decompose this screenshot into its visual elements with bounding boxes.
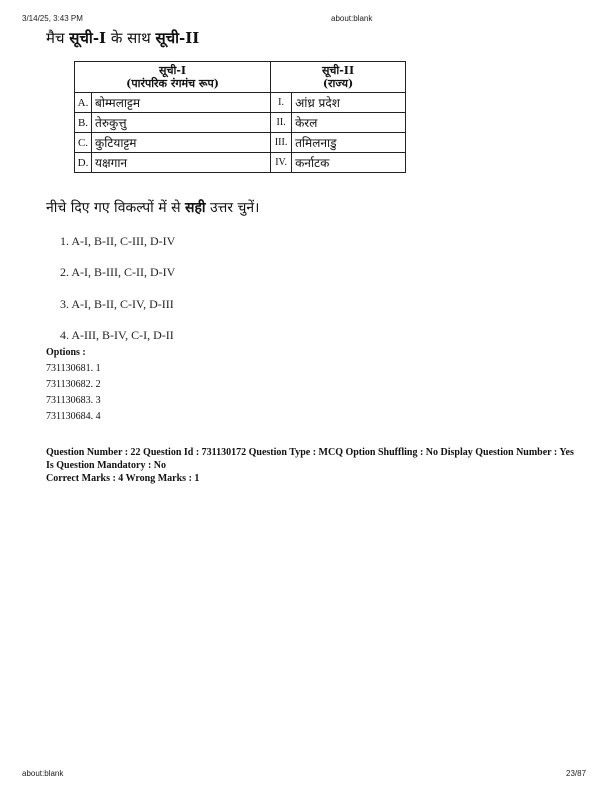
option-id: 731130682. 2 xyxy=(46,379,101,390)
instruction-suffix: उत्तर चुनें। xyxy=(205,200,260,216)
left-header-sub: (पारंपरिक रंगमंच रूप) xyxy=(126,77,219,90)
row-right-key: I. xyxy=(271,93,292,113)
right-header-sub: (राज्य) xyxy=(322,77,354,90)
option-id: 731130683. 3 xyxy=(46,395,101,406)
title-list1: सूची-I xyxy=(69,29,107,47)
row-right-value: तमिलनाडु xyxy=(292,133,406,153)
row-left-key: D. xyxy=(75,153,92,173)
row-left-value: यक्षगान xyxy=(92,153,271,173)
footer-url: about:blank xyxy=(22,769,64,778)
row-left-key: C. xyxy=(75,133,92,153)
option-id: 731130681. 1 xyxy=(46,363,101,374)
row-left-value: तेरुकुत्तु xyxy=(92,113,271,133)
row-right-value: केरल xyxy=(292,113,406,133)
title-mid: के साथ xyxy=(106,29,156,47)
answer-choice-2: 2. A-I, B-III, C-II, D-IV xyxy=(60,265,176,279)
left-header xyxy=(75,62,271,93)
table-header-row xyxy=(75,62,406,93)
row-right-value: आंध्र प्रदेश xyxy=(292,93,406,113)
row-left-key: A. xyxy=(75,93,92,113)
answer-choice-1: 1. A-I, B-II, C-III, D-IV xyxy=(60,234,176,248)
print-url: about:blank xyxy=(331,14,373,23)
table-row xyxy=(75,133,406,153)
match-table xyxy=(74,61,406,173)
instruction-text xyxy=(46,198,259,217)
row-left-value: कुटियाट्टम xyxy=(92,133,271,153)
row-right-key: IV. xyxy=(271,153,292,173)
instruction-bold: सही xyxy=(185,200,206,216)
marks-meta: Correct Marks : 4 Wrong Marks : 1 xyxy=(46,473,200,484)
left-header-title: सूची-I xyxy=(159,64,187,77)
option-id: 731130684. 4 xyxy=(46,411,101,422)
right-header-title: सूची-II xyxy=(321,64,355,77)
row-right-key: III. xyxy=(271,133,292,153)
title-list2: सूची-II xyxy=(155,29,200,47)
table-row xyxy=(75,113,406,133)
title-prefix: मैच xyxy=(46,29,70,47)
row-right-key: II. xyxy=(271,113,292,133)
table-row xyxy=(75,93,406,113)
answer-choice-3: 3. A-I, B-II, C-IV, D-III xyxy=(60,297,174,311)
question-title xyxy=(46,28,199,48)
page-number: 23/87 xyxy=(566,769,587,778)
table-row xyxy=(75,153,406,173)
print-date: 3/14/25, 3:43 PM xyxy=(22,14,83,23)
question-meta: Question Number : 22 Question Id : 731130172 Question Type : MCQ Option Shuffling : No Display Question Number : Yes Is Question Mandatory : No xyxy=(46,447,574,471)
options-label: Options : xyxy=(46,347,86,358)
instruction-prefix: नीचे दिए गए विकल्पों में से xyxy=(46,200,185,216)
row-left-key: B. xyxy=(75,113,92,133)
right-header xyxy=(271,62,406,93)
answer-choice-4: 4. A-III, B-IV, C-I, D-II xyxy=(60,328,174,342)
row-left-value: बोम्मलाट्टम xyxy=(92,93,271,113)
row-right-value: कर्नाटक xyxy=(292,153,406,173)
